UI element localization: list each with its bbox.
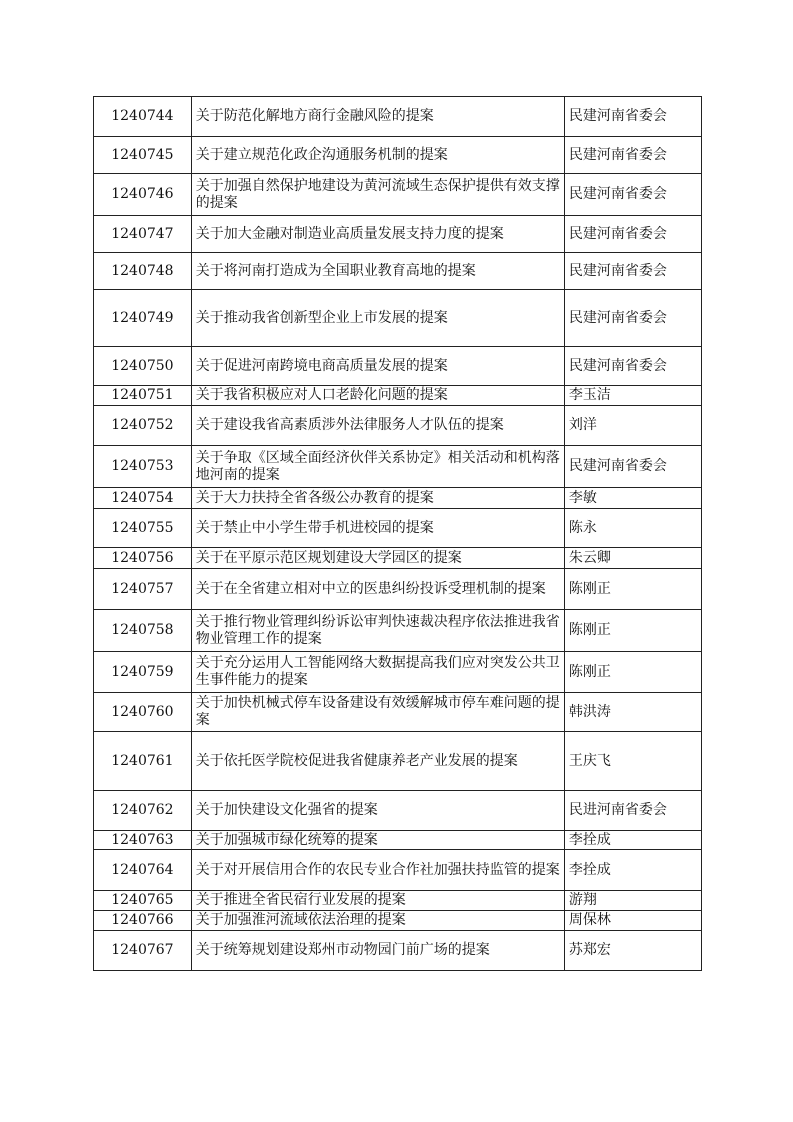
table-row [94, 488, 702, 509]
proposal-number-cell: 1240745 [94, 137, 192, 174]
proposal-title-cell: 关于争取《区域全面经济伙伴关系协定》相关活动和机构落地河南的提案 [191, 446, 564, 488]
proposal-title-cell: 关于加强城市绿化统筹的提案 [191, 831, 564, 850]
proposal-number-cell: 1240763 [94, 831, 192, 850]
proposal-number-cell: 1240746 [94, 174, 192, 216]
table-row [94, 791, 702, 831]
proposal-number-cell: 1240749 [94, 290, 192, 347]
proposer-cell: 陈永 [564, 509, 701, 548]
proposal-title-cell: 关于建设我省高素质涉外法律服务人才队伍的提案 [191, 406, 564, 446]
proposer-cell: 民进河南省委会 [564, 791, 701, 831]
table-row [94, 652, 702, 693]
proposer-cell: 民建河南省委会 [564, 216, 701, 253]
table-row [94, 406, 702, 446]
proposer-cell: 苏郑宏 [564, 931, 701, 971]
proposal-title-cell: 关于加快建设文化强省的提案 [191, 791, 564, 831]
proposal-number-cell: 1240748 [94, 253, 192, 290]
table-row [94, 97, 702, 137]
table-row [94, 386, 702, 406]
proposer-cell: 王庆飞 [564, 732, 701, 791]
proposal-title-cell: 关于推行物业管理纠纷诉讼审判快速裁决程序依法推进我省物业管理工作的提案 [191, 610, 564, 652]
proposal-title-cell: 关于加快机械式停车设备建设有效缓解城市停车难问题的提案 [191, 693, 564, 732]
proposer-cell: 民建河南省委会 [564, 97, 701, 137]
proposal-title-cell: 关于加大金融对制造业高质量发展支持力度的提案 [191, 216, 564, 253]
proposal-number-cell: 1240747 [94, 216, 192, 253]
proposal-number-cell: 1240767 [94, 931, 192, 971]
proposer-cell: 民建河南省委会 [564, 290, 701, 347]
table-row [94, 137, 702, 174]
proposal-title-cell: 关于在平原示范区规划建设大学园区的提案 [191, 548, 564, 569]
proposer-cell: 陈刚正 [564, 652, 701, 693]
table-row [94, 548, 702, 569]
proposal-title-cell: 关于将河南打造成为全国职业教育高地的提案 [191, 253, 564, 290]
proposal-title-cell: 关于加强自然保护地建设为黄河流域生态保护提供有效支撑的提案 [191, 174, 564, 216]
table-row [94, 732, 702, 791]
proposer-cell: 陈刚正 [564, 569, 701, 610]
proposal-table [93, 96, 702, 971]
proposal-table-body [94, 97, 702, 971]
table-row [94, 174, 702, 216]
proposal-number-cell: 1240766 [94, 911, 192, 931]
proposer-cell: 李玉洁 [564, 386, 701, 406]
table-row [94, 831, 702, 850]
proposal-number-cell: 1240759 [94, 652, 192, 693]
proposer-cell: 陈刚正 [564, 610, 701, 652]
table-row [94, 931, 702, 971]
proposal-number-cell: 1240753 [94, 446, 192, 488]
proposer-cell: 周保林 [564, 911, 701, 931]
proposal-title-cell: 关于推进全省民宿行业发展的提案 [191, 891, 564, 911]
proposal-number-cell: 1240752 [94, 406, 192, 446]
proposer-cell: 刘洋 [564, 406, 701, 446]
proposal-title-cell: 关于大力扶持全省各级公办教育的提案 [191, 488, 564, 509]
proposal-number-cell: 1240755 [94, 509, 192, 548]
proposal-number-cell: 1240761 [94, 732, 192, 791]
proposal-number-cell: 1240758 [94, 610, 192, 652]
proposer-cell: 朱云卿 [564, 548, 701, 569]
table-row [94, 610, 702, 652]
proposer-cell: 李拴成 [564, 850, 701, 891]
table-row [94, 569, 702, 610]
table-row [94, 446, 702, 488]
proposal-title-cell: 关于促进河南跨境电商高质量发展的提案 [191, 347, 564, 386]
proposer-cell: 李拴成 [564, 831, 701, 850]
proposal-title-cell: 关于禁止中小学生带手机进校园的提案 [191, 509, 564, 548]
proposal-title-cell: 关于加强淮河流域依法治理的提案 [191, 911, 564, 931]
proposer-cell: 民建河南省委会 [564, 347, 701, 386]
proposal-number-cell: 1240757 [94, 569, 192, 610]
proposal-number-cell: 1240764 [94, 850, 192, 891]
proposal-title-cell: 关于我省积极应对人口老龄化问题的提案 [191, 386, 564, 406]
proposal-number-cell: 1240756 [94, 548, 192, 569]
table-row [94, 216, 702, 253]
table-row [94, 253, 702, 290]
proposer-cell: 李敏 [564, 488, 701, 509]
proposal-number-cell: 1240744 [94, 97, 192, 137]
proposal-number-cell: 1240760 [94, 693, 192, 732]
proposal-title-cell: 关于防范化解地方商行金融风险的提案 [191, 97, 564, 137]
proposal-number-cell: 1240750 [94, 347, 192, 386]
proposer-cell: 游翔 [564, 891, 701, 911]
table-row [94, 509, 702, 548]
proposal-title-cell: 关于依托医学院校促进我省健康养老产业发展的提案 [191, 732, 564, 791]
proposal-title-cell: 关于推动我省创新型企业上市发展的提案 [191, 290, 564, 347]
proposal-number-cell: 1240751 [94, 386, 192, 406]
table-row [94, 911, 702, 931]
proposal-title-cell: 关于统筹规划建设郑州市动物园门前广场的提案 [191, 931, 564, 971]
proposer-cell: 民建河南省委会 [564, 137, 701, 174]
proposal-title-cell: 关于对开展信用合作的农民专业合作社加强扶持监管的提案 [191, 850, 564, 891]
table-row [94, 290, 702, 347]
table-row [94, 693, 702, 732]
proposer-cell: 民建河南省委会 [564, 174, 701, 216]
proposal-number-cell: 1240765 [94, 891, 192, 911]
proposer-cell: 民建河南省委会 [564, 253, 701, 290]
proposal-number-cell: 1240754 [94, 488, 192, 509]
proposer-cell: 韩洪涛 [564, 693, 701, 732]
proposer-cell: 民建河南省委会 [564, 446, 701, 488]
proposal-title-cell: 关于充分运用人工智能网络大数据提高我们应对突发公共卫生事件能力的提案 [191, 652, 564, 693]
proposal-title-cell: 关于在全省建立相对中立的医患纠纷投诉受理机制的提案 [191, 569, 564, 610]
proposal-number-cell: 1240762 [94, 791, 192, 831]
table-row [94, 347, 702, 386]
proposal-title-cell: 关于建立规范化政企沟通服务机制的提案 [191, 137, 564, 174]
table-row [94, 891, 702, 911]
table-row [94, 850, 702, 891]
